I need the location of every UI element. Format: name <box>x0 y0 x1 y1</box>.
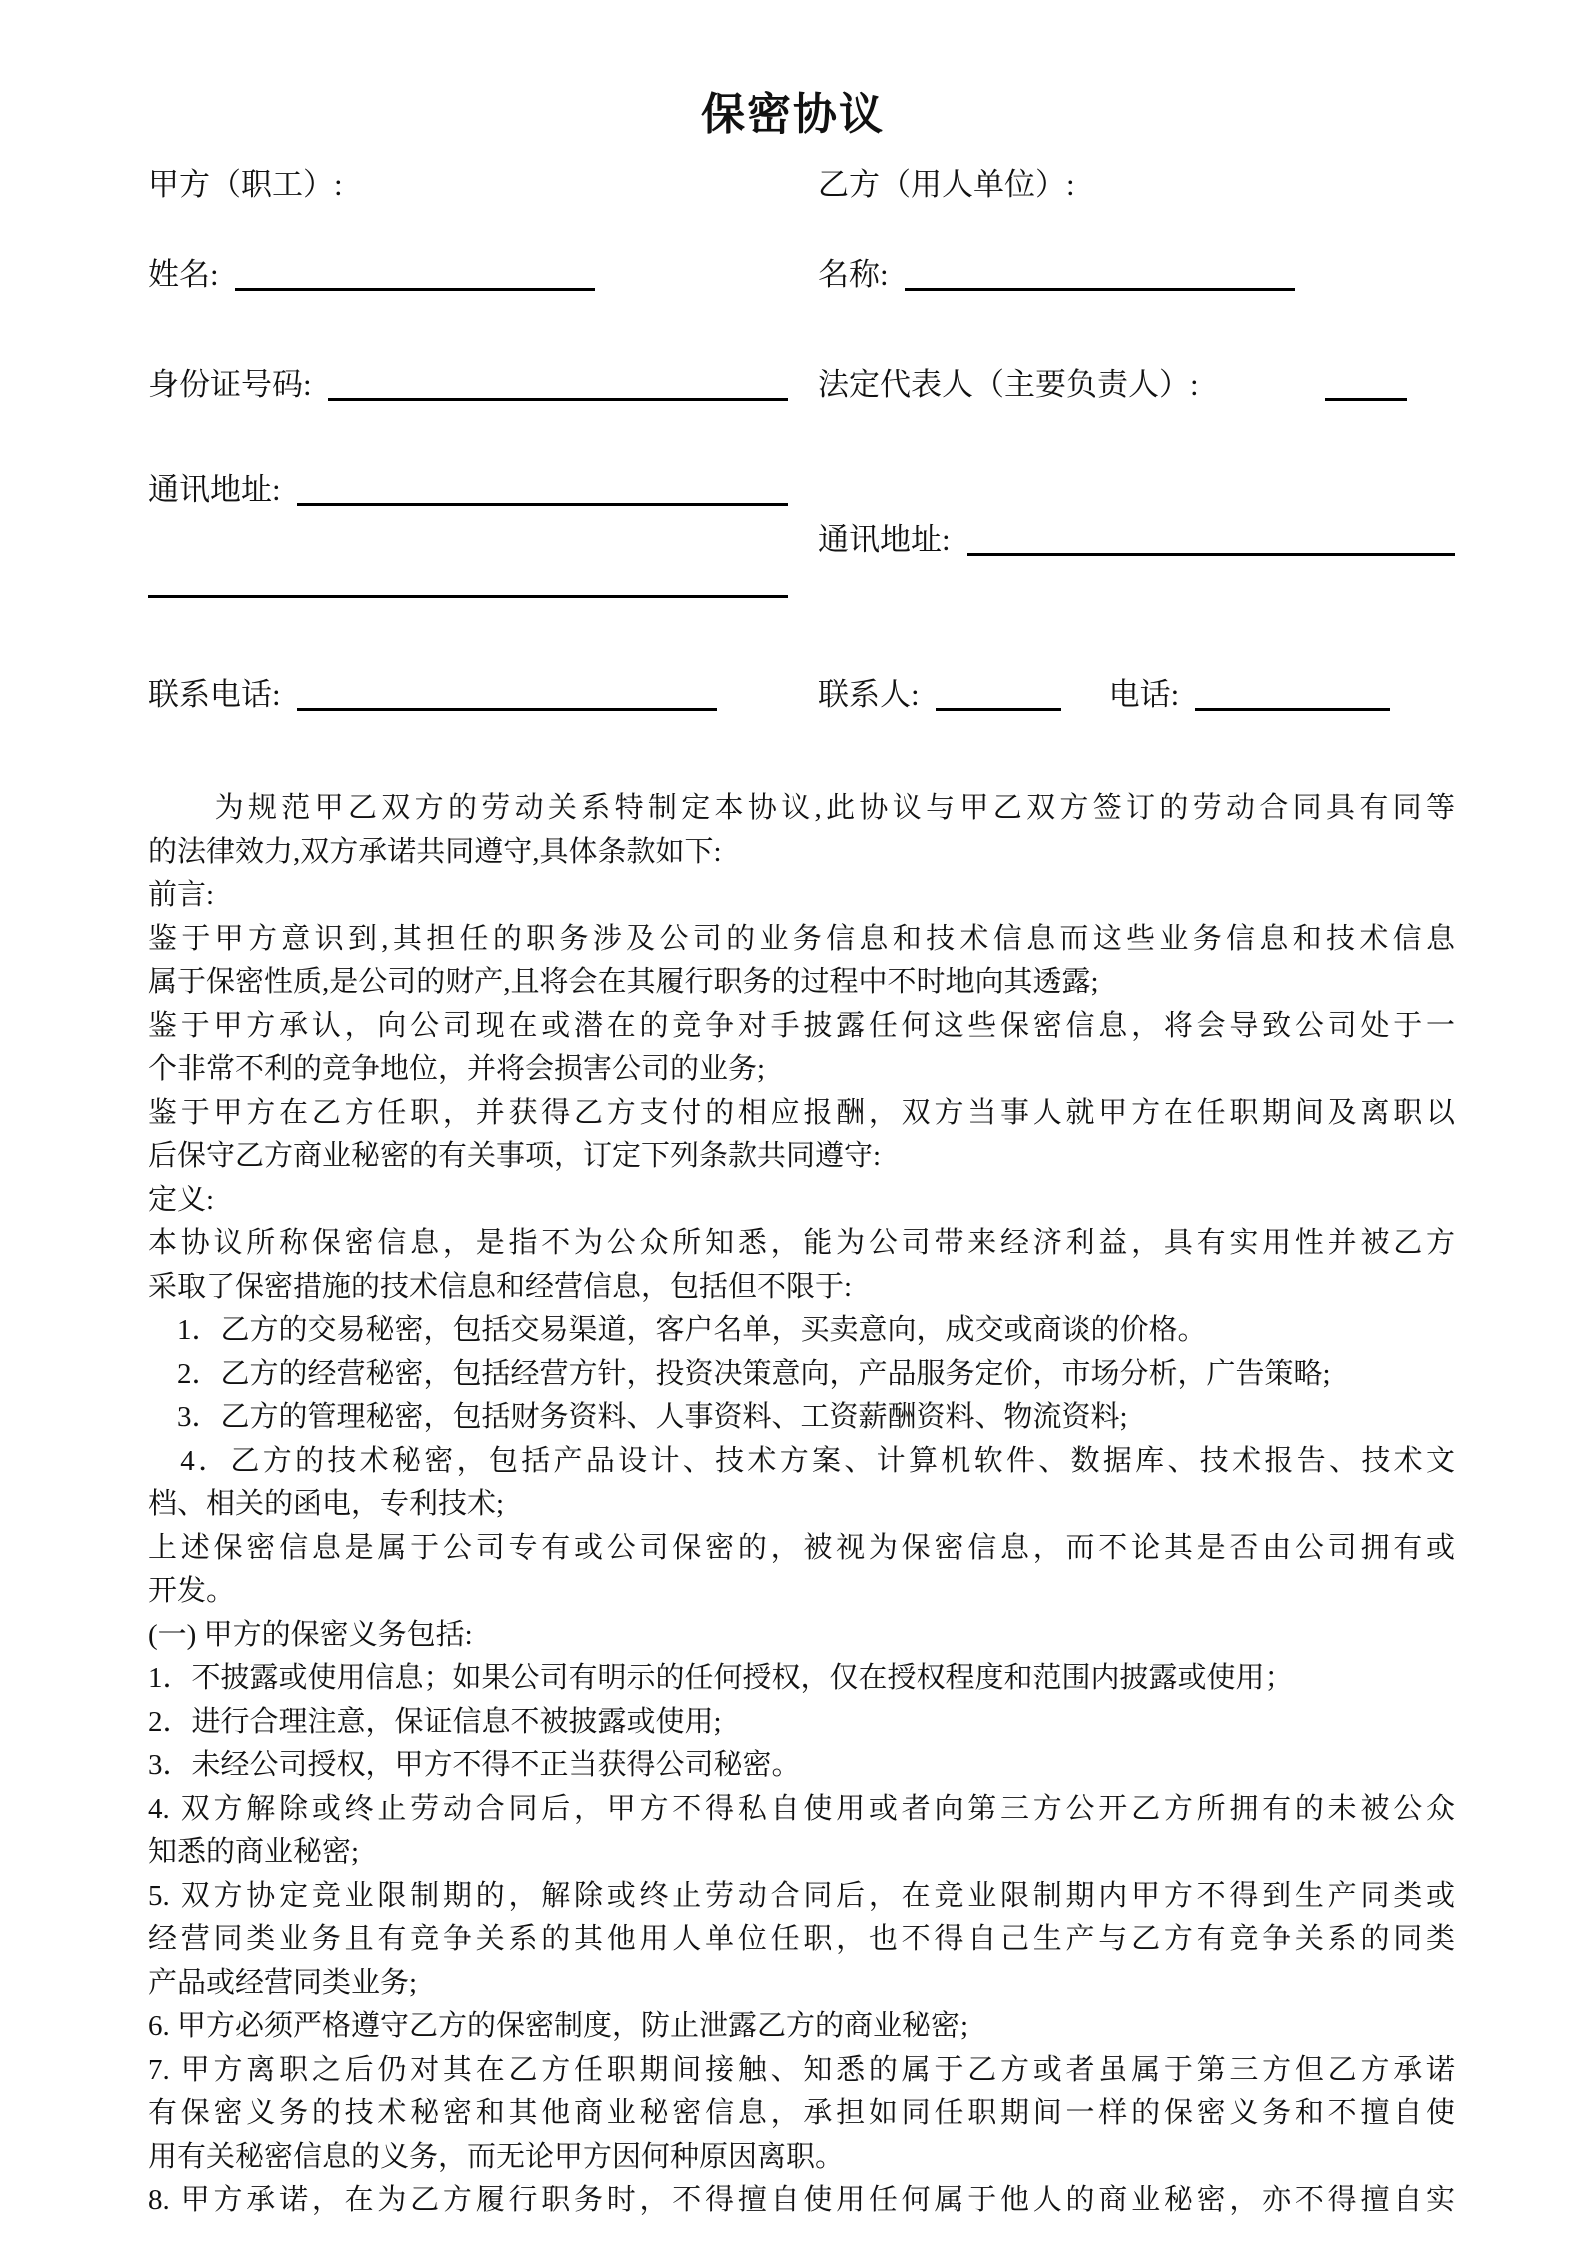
phone-a-blank-line <box>297 698 717 711</box>
legal-rep-row <box>818 363 1455 407</box>
body-line: 鉴于甲方承认，向公司现在或潜在的竞争对手披露任何这些保密信息，将会导致公司处于一 <box>148 1009 1455 1042</box>
body-line: 6. 甲方必须严格遵守乙方的保密制度，防止泄露乙方的商业秘密; <box>148 2010 969 2042</box>
body-line: (一) 甲方的保密义务包括: <box>148 1618 473 1651</box>
party-b-header: 乙方（用人单位）: <box>818 167 1075 202</box>
body-line: 8. 甲方承诺，在为乙方履行职务时，不得擅自使用任何属于他人的商业秘密，亦不得擅自实 <box>148 2184 1455 2216</box>
phone-a-label: 联系电话: <box>148 677 281 712</box>
body-line: 鉴于甲方意识到,其担任的职务涉及公司的业务信息和技术信息而这些业务信息和技术信息 <box>148 922 1455 955</box>
id-number-blank-line <box>328 388 788 401</box>
body-line: 2．进行合理注意，保证信息不被披露或使用; <box>148 1705 722 1738</box>
body-line: 知悉的商业秘密; <box>148 1836 360 1868</box>
legal-rep-label: 法定代表人（主要负责人）: <box>818 367 1199 402</box>
body-line: 2．乙方的经营秘密，包括经营方针，投资决策意向，产品服务定价，市场分析，广告策略; <box>148 1357 1331 1390</box>
company-name-row <box>818 253 1455 297</box>
body-line: 上述保密信息是属于公司专有或公司保密的，被视为保密信息，而不论其是否由公司拥有或 <box>148 1531 1455 1564</box>
name-label: 姓名: <box>148 257 219 292</box>
body-line: 4．乙方的技术秘密，包括产品设计、技术方案、计算机软件、数据库、技术报告、技术文 <box>148 1444 1455 1477</box>
address-b-blank-line <box>967 543 1455 556</box>
body-line: 经营同类业务且有竞争关系的其他用人单位任职，也不得自己生产与乙方有竞争关系的同类 <box>148 1923 1455 1955</box>
address-a-blank-line <box>297 493 788 506</box>
body-line: 为规范甲乙双方的劳动关系特制定本协议,此协议与甲乙双方签订的劳动合同具有同等 <box>148 792 1455 824</box>
agreement-body <box>148 787 1455 2223</box>
body-line: 用有关秘密信息的义务，而无论甲方因何种原因离职。 <box>148 2140 845 2173</box>
name-blank-line <box>235 278 595 291</box>
body-line: 有保密义务的技术秘密和其他商业秘密信息，承担如同任职期间一样的保密义务和不擅自使 <box>148 2097 1455 2129</box>
contact-person-blank-line <box>936 698 1061 711</box>
phone-a-row <box>148 673 788 717</box>
company-name-blank-line <box>905 278 1295 291</box>
address-a-continuation-line <box>148 571 788 598</box>
address-b-row <box>818 518 1455 562</box>
address-b-label: 通讯地址: <box>818 522 951 557</box>
name-row <box>148 253 788 297</box>
body-line: 3．乙方的管理秘密，包括财务资料、人事资料、工资薪酬资料、物流资料; <box>148 1401 1128 1433</box>
contact-person-label: 联系人: <box>818 677 920 712</box>
party-b-header-row <box>818 163 1455 207</box>
body-line: 定义: <box>148 1183 215 1216</box>
body-line: 1．乙方的交易秘密，包括交易渠道，客户名单，买卖意向，成交或商谈的价格。 <box>148 1314 1207 1346</box>
phone-b-blank-line <box>1195 698 1390 711</box>
party-a-header: 甲方（职工）: <box>148 167 343 202</box>
body-line: 5. 双方协定竞业限制期的，解除或终止劳动合同后，在竞业限制期内甲方不得到生产同类或 <box>148 1879 1455 1912</box>
document-title: 保密协议 <box>701 90 885 139</box>
body-line: 3．未经公司授权，甲方不得不正当获得公司秘密。 <box>148 1749 801 1781</box>
body-line: 属于保密性质,是公司的财产,且将会在其履行职务的过程中不时地向其透露; <box>148 966 1099 998</box>
body-line: 1．不披露或使用信息；如果公司有明示的任何授权，仅在授权程度和范围内披露或使用； <box>148 1662 1294 1694</box>
body-line: 4. 双方解除或终止劳动合同后，甲方不得私自使用或者向第三方公开乙方所拥有的未被公众 <box>148 1792 1455 1825</box>
body-line: 鉴于甲方在乙方任职，并获得乙方支付的相应报酬，双方当事人就甲方在任职期间及离职以 <box>148 1096 1455 1129</box>
legal-rep-blank-line <box>1325 388 1407 401</box>
phone-b-label: 电话: <box>1108 677 1180 712</box>
body-line: 7. 甲方离职之后仍对其在乙方任职期间接触、知悉的属于乙方或者虽属于第三方但乙方承诺 <box>148 2053 1455 2086</box>
company-name-label: 名称: <box>818 257 889 292</box>
contact-phone-b-row <box>818 673 1455 717</box>
body-line: 后保守乙方商业秘密的有关事项，订定下列条款共同遵守: <box>148 1140 882 1172</box>
party-a-header-row <box>148 163 788 207</box>
body-line: 采取了保密措施的技术信息和经营信息，包括但不限于: <box>148 1270 853 1303</box>
body-line: 本协议所称保密信息，是指不为公众所知悉，能为公司带来经济利益，具有实用性并被乙方 <box>148 1227 1455 1259</box>
body-line: 个非常不利的竞争地位，并将会损害公司的业务; <box>148 1053 766 1085</box>
body-line: 的法律效力,双方承诺共同遵守,具体条款如下: <box>148 835 722 868</box>
id-number-row <box>148 363 788 407</box>
body-line: 前言: <box>148 879 215 911</box>
address-a-row <box>148 468 788 512</box>
body-line: 档、相关的函电，专利技术; <box>148 1488 505 1520</box>
body-line: 开发。 <box>148 1575 236 1607</box>
body-line: 产品或经营同类业务; <box>148 1966 418 1999</box>
address-a-label: 通讯地址: <box>148 472 281 507</box>
id-number-label: 身份证号码: <box>148 367 312 402</box>
